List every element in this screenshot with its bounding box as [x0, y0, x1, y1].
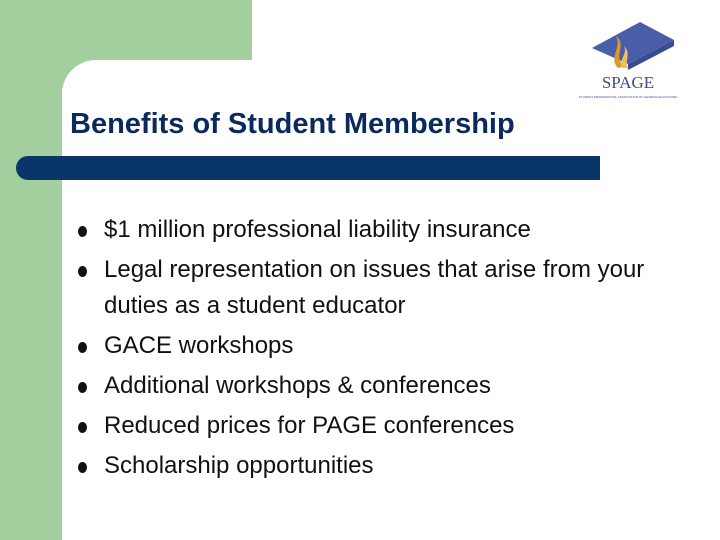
list-item-text: Legal representation on issues that arise from your duties as a student educator	[104, 256, 645, 319]
svg-text:STUDENT PROFESSIONAL ASSOCIATI: STUDENT PROFESSIONAL ASSOCIATION OF GEORGIA EDUCATORS	[578, 95, 678, 99]
spage-logo	[578, 18, 678, 102]
list-item-text: $1 million professional liability insurance	[104, 216, 531, 243]
list-item	[74, 448, 694, 484]
bullet-icon	[78, 342, 87, 353]
bullet-icon	[78, 422, 87, 433]
list-item	[74, 328, 694, 364]
bullet-icon	[78, 226, 87, 237]
list-item	[74, 368, 694, 404]
list-item-text: GACE workshops	[104, 332, 294, 359]
bullet-icon	[78, 382, 87, 393]
graduation-cap-flame-icon	[578, 18, 678, 102]
list-item	[74, 252, 694, 324]
bullet-icon	[78, 266, 87, 277]
list-item	[74, 408, 694, 444]
list-item-text: Additional workshops & conferences	[104, 372, 491, 399]
list-item	[74, 212, 694, 248]
bullet-icon	[78, 462, 87, 473]
list-item-text: Reduced prices for PAGE conferences	[104, 412, 515, 439]
slide-title: Benefits of Student Membership	[70, 108, 515, 140]
title-underline-rule	[16, 156, 600, 180]
list-item-text: Scholarship opportunities	[104, 452, 374, 479]
benefits-list	[74, 212, 694, 488]
svg-text:SPAGE: SPAGE	[601, 73, 655, 92]
